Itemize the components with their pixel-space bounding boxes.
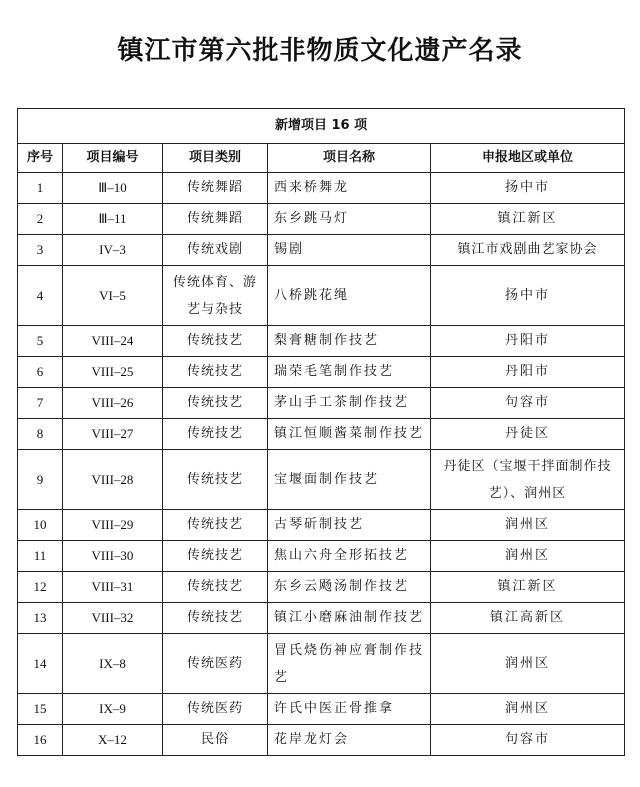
cell-region: 润州区 (431, 694, 625, 725)
cell-region: 丹徒区 (431, 419, 625, 450)
cell-name: 古琴斫制技艺 (268, 510, 431, 541)
cell-category: 传统舞蹈 (163, 173, 268, 204)
page-title: 镇江市第六批非物质文化遗产名录 (117, 36, 523, 66)
cell-region: 扬中市 (431, 173, 625, 204)
cell-index: 9 (18, 450, 63, 510)
table-caption: 新增项目 16 项 (18, 109, 625, 144)
cell-region: 丹阳市 (431, 357, 625, 388)
table-row (18, 266, 625, 326)
cell-region: 丹徒区（宝堰干拌面制作技艺）、润州区 (431, 450, 625, 510)
table-row (18, 419, 625, 450)
cell-code: VIII–27 (63, 419, 163, 450)
cell-region: 润州区 (431, 634, 625, 694)
table-row (18, 603, 625, 634)
cell-region: 镇江市戏剧曲艺家协会 (431, 235, 625, 266)
cell-code: VI–5 (63, 266, 163, 326)
cell-name: 瑞荣毛笔制作技艺 (268, 357, 431, 388)
table-row (18, 326, 625, 357)
cell-name: 东乡跳马灯 (268, 204, 431, 235)
header-name: 项目名称 (268, 144, 431, 173)
cell-category: 传统医药 (163, 634, 268, 694)
cell-category: 传统技艺 (163, 326, 268, 357)
cell-name: 茅山手工茶制作技艺 (268, 388, 431, 419)
table-row (18, 634, 625, 694)
cell-name: 八桥跳花绳 (268, 266, 431, 326)
header-region: 申报地区或单位 (431, 144, 625, 173)
cell-code: VIII–24 (63, 326, 163, 357)
table-row (18, 388, 625, 419)
cell-name: 许氏中医正骨推拿 (268, 694, 431, 725)
cell-region: 句容市 (431, 388, 625, 419)
cell-category: 传统体育、游艺与杂技 (163, 266, 268, 326)
header-code: 项目编号 (63, 144, 163, 173)
cell-code: VIII–32 (63, 603, 163, 634)
table-row (18, 541, 625, 572)
cell-code: VIII–29 (63, 510, 163, 541)
cell-code: VIII–25 (63, 357, 163, 388)
cell-name: 镇江小磨麻油制作技艺 (268, 603, 431, 634)
cell-code: X–12 (63, 725, 163, 756)
cell-index: 13 (18, 603, 63, 634)
table-row (18, 725, 625, 756)
table-row (18, 357, 625, 388)
cell-category: 传统技艺 (163, 450, 268, 510)
cell-index: 4 (18, 266, 63, 326)
cell-category: 传统技艺 (163, 510, 268, 541)
cell-category: 传统舞蹈 (163, 204, 268, 235)
cell-region: 镇江新区 (431, 572, 625, 603)
table-row (18, 235, 625, 266)
cell-name: 梨膏糖制作技艺 (268, 326, 431, 357)
table-row (18, 510, 625, 541)
cell-index: 8 (18, 419, 63, 450)
cell-code: VIII–30 (63, 541, 163, 572)
cell-code: VIII–28 (63, 450, 163, 510)
cell-index: 1 (18, 173, 63, 204)
cell-category: 传统技艺 (163, 388, 268, 419)
cell-code: Ⅲ–11 (63, 204, 163, 235)
cell-region: 润州区 (431, 510, 625, 541)
cell-category: 传统技艺 (163, 572, 268, 603)
cell-region: 润州区 (431, 541, 625, 572)
cell-index: 11 (18, 541, 63, 572)
cell-name: 东乡云飏汤制作技艺 (268, 572, 431, 603)
table-row (18, 694, 625, 725)
cell-index: 10 (18, 510, 63, 541)
cell-index: 15 (18, 694, 63, 725)
table-row (18, 173, 625, 204)
cell-index: 6 (18, 357, 63, 388)
header-category: 项目类别 (163, 144, 268, 173)
cell-category: 传统技艺 (163, 357, 268, 388)
cell-category: 传统医药 (163, 694, 268, 725)
cell-index: 12 (18, 572, 63, 603)
cell-name: 宝堰面制作技艺 (268, 450, 431, 510)
table-row (18, 204, 625, 235)
cell-name: 花岸龙灯会 (268, 725, 431, 756)
cell-region: 镇江高新区 (431, 603, 625, 634)
cell-category: 传统技艺 (163, 541, 268, 572)
cell-name: 冒氏烧伤神应膏制作技艺 (268, 634, 431, 694)
cell-index: 2 (18, 204, 63, 235)
cell-code: VIII–31 (63, 572, 163, 603)
cell-category: 传统技艺 (163, 419, 268, 450)
cell-region: 丹阳市 (431, 326, 625, 357)
cell-code: IV–3 (63, 235, 163, 266)
cell-category: 传统技艺 (163, 603, 268, 634)
cell-index: 3 (18, 235, 63, 266)
cell-index: 5 (18, 326, 63, 357)
cell-name: 镇江恒顺酱菜制作技艺 (268, 419, 431, 450)
cell-code: VIII–26 (63, 388, 163, 419)
cell-index: 7 (18, 388, 63, 419)
cell-index: 16 (18, 725, 63, 756)
cell-region: 句容市 (431, 725, 625, 756)
cell-code: Ⅲ–10 (63, 173, 163, 204)
header-index: 序号 (18, 144, 63, 173)
cell-region: 镇江新区 (431, 204, 625, 235)
cell-index: 14 (18, 634, 63, 694)
cell-category: 传统戏剧 (163, 235, 268, 266)
cell-name: 焦山六舟全形拓技艺 (268, 541, 431, 572)
cell-name: 西来桥舞龙 (268, 173, 431, 204)
cell-region: 扬中市 (431, 266, 625, 326)
cell-category: 民俗 (163, 725, 268, 756)
cell-code: IX–8 (63, 634, 163, 694)
heritage-list-table (17, 108, 625, 756)
cell-code: IX–9 (63, 694, 163, 725)
table-row (18, 572, 625, 603)
table-row (18, 450, 625, 510)
cell-name: 锡剧 (268, 235, 431, 266)
